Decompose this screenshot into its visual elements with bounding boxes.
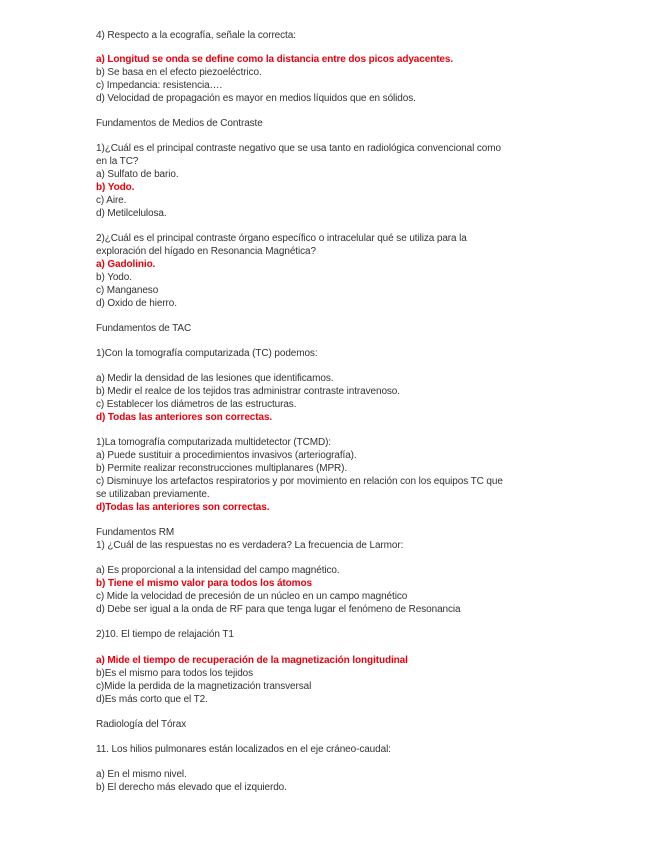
text-line: 11. Los hilios pulmonares están localizados en el eje cráneo-caudal: xyxy=(96,744,391,755)
text-line: 1)La tomografía computarizada multidetector (TCMD): xyxy=(96,437,331,448)
text-line: b) Yodo. xyxy=(96,272,132,283)
text-line: a) Sulfato de bario. xyxy=(96,169,179,180)
text-line: c) Manganeso xyxy=(96,285,159,296)
text-line: a) Medir la densidad de las lesiones que identificamos. xyxy=(96,373,334,384)
text-line: c) Impedancia: resistencia…. xyxy=(96,80,223,91)
answer-highlighted: b) Yodo. xyxy=(96,182,135,193)
text-line: b) Medir el realce de los tejidos tras administrar contraste intravenoso. xyxy=(96,386,400,397)
text-line: c)Mide la perdida de la magnetización transversal xyxy=(96,681,312,692)
text-line: b)Es el mismo para todos los tejidos xyxy=(96,668,254,679)
answer-highlighted: d)Todas las anteriores son correctas. xyxy=(96,502,270,513)
answer-highlighted: a) Longitud se onda se define como la distancia entre dos picos adyacentes. xyxy=(96,54,454,65)
text-line: se utilizaban previamente. xyxy=(96,489,210,500)
text-line: b) Se basa en el efecto piezoeléctrico. xyxy=(96,67,262,78)
text-line: d) Oxido de hierro. xyxy=(96,298,177,309)
answer-highlighted: b) Tiene el mismo valor para todos los átomos xyxy=(96,578,312,589)
text-line: 1) ¿Cuál de las respuestas no es verdadera? La frecuencia de Larmor: xyxy=(96,540,404,551)
text-line: 2)10. El tiempo de relajación T1 xyxy=(96,629,234,640)
text-line: a) Es proporcional a la intensidad del campo magnético. xyxy=(96,565,340,576)
answer-highlighted: d) Todas las anteriores son correctas. xyxy=(96,412,273,423)
text-line: c) Disminuye los artefactos respiratorios y por movimiento en relación con los equipos TC que xyxy=(96,476,503,487)
text-line: d) Velocidad de propagación es mayor en medios líquidos que en sólidos. xyxy=(96,93,416,104)
text-line: Fundamentos RM xyxy=(96,527,175,538)
text-line: a) Puede sustituir a procedimientos invasivos (arteriografía). xyxy=(96,450,357,461)
text-line: 1)¿Cuál es el principal contraste negativo que se usa tanto en radiológica convencional como xyxy=(96,143,501,154)
text-line: c) Establecer los diámetros de las estructuras. xyxy=(96,399,297,410)
text-line: a) En el mismo nivel. xyxy=(96,769,187,780)
text-line: Radiología del Tórax xyxy=(96,719,187,730)
text-line: b) El derecho más elevado que el izquierdo. xyxy=(96,782,287,793)
text-line: exploración del hígado en Resonancia Magnética? xyxy=(96,246,316,257)
answer-highlighted: a) Mide el tiempo de recuperación de la magnetización longitudinal xyxy=(96,655,408,666)
text-line: en la TC? xyxy=(96,156,139,167)
text-line: c) Aire. xyxy=(96,195,127,206)
text-line: 2)¿Cuál es el principal contraste órgano específico o intracelular qué se utiliza para la xyxy=(96,233,467,244)
text-line: 1)Con la tomografía computarizada (TC) podemos: xyxy=(96,348,318,359)
text-line: Fundamentos de Medios de Contraste xyxy=(96,118,263,129)
answer-highlighted: a) Gadolinio. xyxy=(96,259,156,270)
text-line: Fundamentos de TAC xyxy=(96,323,192,334)
text-line: b) Permite realizar reconstrucciones multiplanares (MPR). xyxy=(96,463,348,474)
text-line: d) Metilcelulosa. xyxy=(96,208,167,219)
text-line: d) Debe ser igual a la onda de RF para que tenga lugar el fenómeno de Resonancia xyxy=(96,604,461,615)
text-line: d)Es más corto que el T2. xyxy=(96,694,208,705)
text-line: 4) Respecto a la ecografía, señale la correcta: xyxy=(96,30,296,41)
text-line: c) Mide la velocidad de precesión de un núcleo en un campo magnético xyxy=(96,591,408,602)
